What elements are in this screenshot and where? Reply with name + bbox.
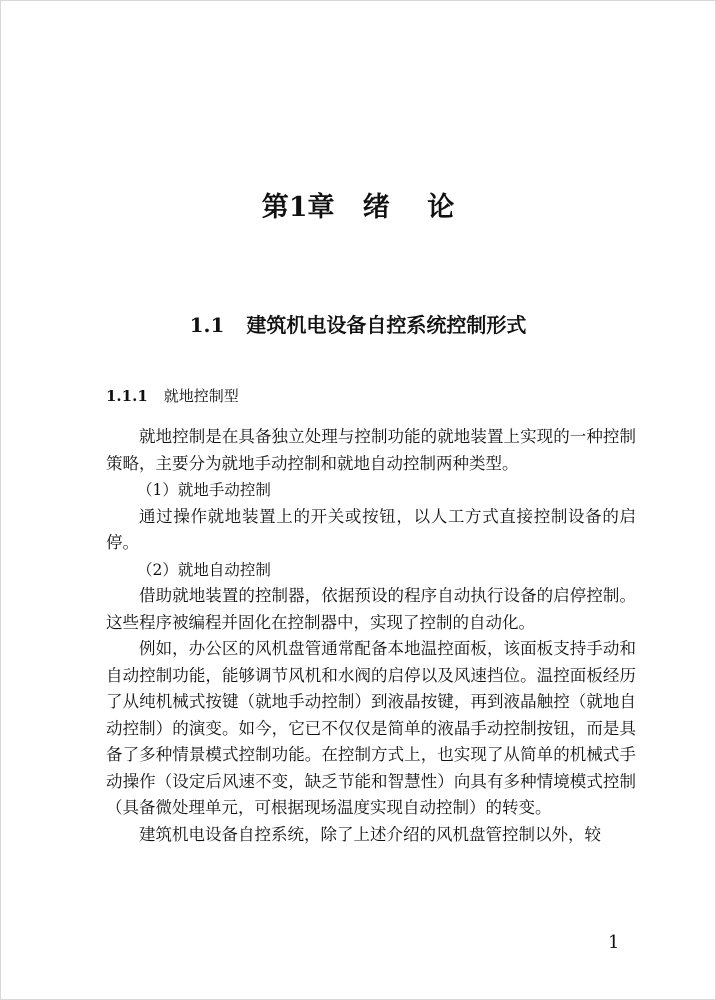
- paragraph: 通过操作就地装置上的开关或按钮，以人工方式直接控制设备的启停。: [106, 506, 636, 552]
- subsection-title: 就地控制型: [163, 387, 239, 405]
- paragraph: 例如，办公区的风机盘管通常配备本地温控面板，该面板支持手动和自动控制功能，能够调节风机和水阀的启停以及风速挡位。温控面板经历了从纯机械式按键（就地手动控制）到液晶按键，再到液晶触控（就地自动控制）的演变。如今，它已不仅仅是简单的液晶手动控制按钮，而是具备了多种情景模式控制功能。在控制方式上，也实现了从简单的机械式手动操作（设定后风速不变，缺乏节能和智慧性）向具有多种情境模式控制（具备微处理单元，可根据现场温度实现自动控制）的转变。: [106, 639, 636, 817]
- chapter-title: 第1章 绪 论: [261, 192, 455, 223]
- paragraph: 建筑机电设备自控系统，除了上述介绍的风机盘管控制以外，较: [139, 824, 601, 844]
- list-item-heading: （1）就地手动控制: [137, 481, 271, 499]
- paragraph: 就地控制是在具备独立处理与控制功能的就地装置上实现的一种控制策略，主要分为就地手动控制和就地自动控制两种类型。: [106, 427, 636, 473]
- subsection-heading: [106, 385, 239, 407]
- section-number: 1.1: [189, 313, 225, 337]
- section-heading: [0, 310, 716, 340]
- page-number: 1: [608, 932, 620, 953]
- body-text: [106, 424, 636, 848]
- list-item-heading: （2）就地自动控制: [137, 560, 271, 579]
- paragraph: 借助就地装置的控制器，依据预设的程序自动执行设备的启停控制。这些程序被编程并固化在控制器中，实现了控制的自动化。: [106, 586, 636, 632]
- section-title: 建筑机电设备自控系统控制形式: [246, 313, 527, 337]
- subsection-number: 1.1.1: [106, 387, 148, 405]
